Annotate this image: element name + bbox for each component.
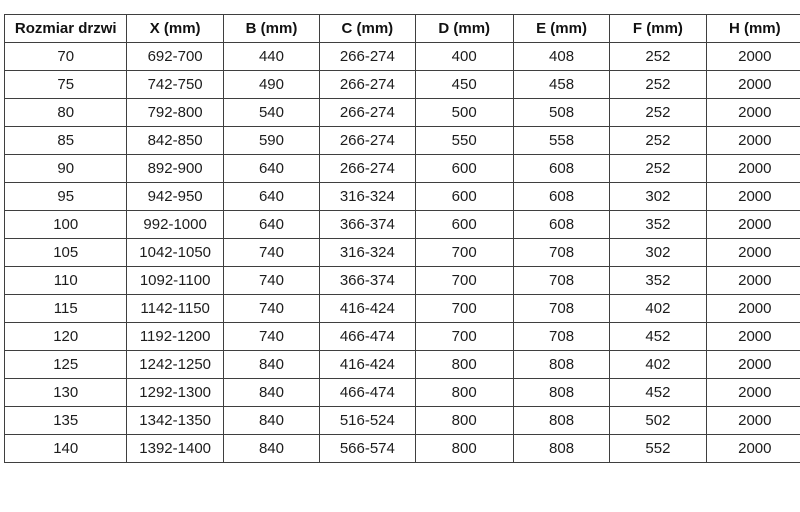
table-cell: 402 xyxy=(610,295,706,323)
table-cell: 135 xyxy=(5,407,127,435)
table-cell: 2000 xyxy=(706,435,800,463)
table-cell: 600 xyxy=(415,183,513,211)
table-cell: 2000 xyxy=(706,407,800,435)
table-row xyxy=(5,407,800,435)
table-cell: 266-274 xyxy=(320,43,415,71)
table-cell: 2000 xyxy=(706,183,800,211)
table-cell: 640 xyxy=(223,183,319,211)
table-cell: 566-574 xyxy=(320,435,415,463)
column-header-h: H (mm) xyxy=(706,15,800,43)
table-cell: 466-474 xyxy=(320,323,415,351)
table-cell: 740 xyxy=(223,323,319,351)
table-cell: 2000 xyxy=(706,99,800,127)
table-cell: 700 xyxy=(415,323,513,351)
table-cell: 840 xyxy=(223,379,319,407)
door-size-spec-table xyxy=(4,14,800,463)
table-cell: 700 xyxy=(415,267,513,295)
table-cell: 75 xyxy=(5,71,127,99)
table-cell: 1192-1200 xyxy=(127,323,223,351)
table-cell: 130 xyxy=(5,379,127,407)
table-cell: 1342-1350 xyxy=(127,407,223,435)
table-cell: 2000 xyxy=(706,323,800,351)
table-cell: 458 xyxy=(513,71,609,99)
table-cell: 740 xyxy=(223,295,319,323)
table-cell: 2000 xyxy=(706,211,800,239)
table-cell: 402 xyxy=(610,351,706,379)
table-cell: 840 xyxy=(223,407,319,435)
table-cell: 892-900 xyxy=(127,155,223,183)
table-cell: 740 xyxy=(223,267,319,295)
table-cell: 700 xyxy=(415,239,513,267)
table-cell: 120 xyxy=(5,323,127,351)
table-cell: 80 xyxy=(5,99,127,127)
table-cell: 550 xyxy=(415,127,513,155)
table-cell: 552 xyxy=(610,435,706,463)
table-cell: 95 xyxy=(5,183,127,211)
table-cell: 352 xyxy=(610,211,706,239)
table-cell: 252 xyxy=(610,155,706,183)
table-cell: 90 xyxy=(5,155,127,183)
table-cell: 1242-1250 xyxy=(127,351,223,379)
table-cell: 125 xyxy=(5,351,127,379)
header-row xyxy=(5,15,800,43)
table-cell: 466-474 xyxy=(320,379,415,407)
table-cell: 608 xyxy=(513,183,609,211)
table-cell: 266-274 xyxy=(320,99,415,127)
table-cell: 1292-1300 xyxy=(127,379,223,407)
table-cell: 640 xyxy=(223,211,319,239)
table-row xyxy=(5,155,800,183)
table-row xyxy=(5,351,800,379)
table-cell: 700 xyxy=(415,295,513,323)
table-cell: 1042-1050 xyxy=(127,239,223,267)
table-cell: 416-424 xyxy=(320,351,415,379)
door-size-spec-table-container xyxy=(4,14,800,463)
table-cell: 516-524 xyxy=(320,407,415,435)
table-cell: 840 xyxy=(223,435,319,463)
column-header-c: C (mm) xyxy=(320,15,415,43)
table-cell: 792-800 xyxy=(127,99,223,127)
table-row xyxy=(5,267,800,295)
table-cell: 808 xyxy=(513,379,609,407)
table-cell: 600 xyxy=(415,211,513,239)
table-cell: 2000 xyxy=(706,71,800,99)
table-cell: 266-274 xyxy=(320,71,415,99)
table-cell: 440 xyxy=(223,43,319,71)
table-cell: 302 xyxy=(610,183,706,211)
table-body xyxy=(5,43,800,463)
table-cell: 840 xyxy=(223,351,319,379)
table-cell: 252 xyxy=(610,127,706,155)
table-cell: 490 xyxy=(223,71,319,99)
table-cell: 708 xyxy=(513,323,609,351)
table-header xyxy=(5,15,800,43)
column-header-e: E (mm) xyxy=(513,15,609,43)
table-cell: 742-750 xyxy=(127,71,223,99)
table-cell: 708 xyxy=(513,267,609,295)
table-cell: 800 xyxy=(415,379,513,407)
table-cell: 2000 xyxy=(706,351,800,379)
table-row xyxy=(5,183,800,211)
table-cell: 408 xyxy=(513,43,609,71)
table-cell: 115 xyxy=(5,295,127,323)
table-row xyxy=(5,99,800,127)
table-cell: 400 xyxy=(415,43,513,71)
table-cell: 252 xyxy=(610,99,706,127)
table-cell: 266-274 xyxy=(320,155,415,183)
table-cell: 1142-1150 xyxy=(127,295,223,323)
column-header-x: X (mm) xyxy=(127,15,223,43)
table-cell: 366-374 xyxy=(320,267,415,295)
table-cell: 252 xyxy=(610,43,706,71)
table-cell: 2000 xyxy=(706,295,800,323)
column-header-f: F (mm) xyxy=(610,15,706,43)
table-cell: 500 xyxy=(415,99,513,127)
table-row xyxy=(5,379,800,407)
table-row xyxy=(5,239,800,267)
table-cell: 608 xyxy=(513,211,609,239)
table-cell: 800 xyxy=(415,351,513,379)
table-row xyxy=(5,211,800,239)
table-cell: 708 xyxy=(513,239,609,267)
table-cell: 252 xyxy=(610,71,706,99)
table-cell: 316-324 xyxy=(320,239,415,267)
table-cell: 608 xyxy=(513,155,609,183)
table-cell: 450 xyxy=(415,71,513,99)
table-cell: 502 xyxy=(610,407,706,435)
table-cell: 692-700 xyxy=(127,43,223,71)
table-row xyxy=(5,127,800,155)
table-cell: 452 xyxy=(610,323,706,351)
table-cell: 540 xyxy=(223,99,319,127)
table-cell: 808 xyxy=(513,351,609,379)
table-row xyxy=(5,43,800,71)
table-cell: 808 xyxy=(513,407,609,435)
table-cell: 416-424 xyxy=(320,295,415,323)
table-cell: 2000 xyxy=(706,127,800,155)
table-cell: 942-950 xyxy=(127,183,223,211)
table-row xyxy=(5,323,800,351)
table-cell: 1092-1100 xyxy=(127,267,223,295)
table-cell: 1392-1400 xyxy=(127,435,223,463)
table-cell: 600 xyxy=(415,155,513,183)
table-row xyxy=(5,435,800,463)
table-cell: 842-850 xyxy=(127,127,223,155)
table-cell: 266-274 xyxy=(320,127,415,155)
table-cell: 302 xyxy=(610,239,706,267)
table-cell: 558 xyxy=(513,127,609,155)
table-cell: 452 xyxy=(610,379,706,407)
table-cell: 640 xyxy=(223,155,319,183)
table-cell: 105 xyxy=(5,239,127,267)
table-cell: 140 xyxy=(5,435,127,463)
table-cell: 110 xyxy=(5,267,127,295)
table-cell: 992-1000 xyxy=(127,211,223,239)
table-cell: 2000 xyxy=(706,43,800,71)
table-cell: 70 xyxy=(5,43,127,71)
table-cell: 800 xyxy=(415,407,513,435)
table-cell: 366-374 xyxy=(320,211,415,239)
table-row xyxy=(5,295,800,323)
table-cell: 740 xyxy=(223,239,319,267)
table-cell: 85 xyxy=(5,127,127,155)
table-cell: 800 xyxy=(415,435,513,463)
column-header-d: D (mm) xyxy=(415,15,513,43)
table-cell: 316-324 xyxy=(320,183,415,211)
column-header-b: B (mm) xyxy=(223,15,319,43)
table-cell: 352 xyxy=(610,267,706,295)
table-cell: 2000 xyxy=(706,239,800,267)
table-cell: 808 xyxy=(513,435,609,463)
table-cell: 2000 xyxy=(706,379,800,407)
table-cell: 508 xyxy=(513,99,609,127)
table-cell: 2000 xyxy=(706,155,800,183)
table-cell: 100 xyxy=(5,211,127,239)
column-header-rozmiar-drzwi: Rozmiar drzwi xyxy=(5,15,127,43)
table-cell: 708 xyxy=(513,295,609,323)
table-row xyxy=(5,71,800,99)
table-cell: 2000 xyxy=(706,267,800,295)
table-cell: 590 xyxy=(223,127,319,155)
